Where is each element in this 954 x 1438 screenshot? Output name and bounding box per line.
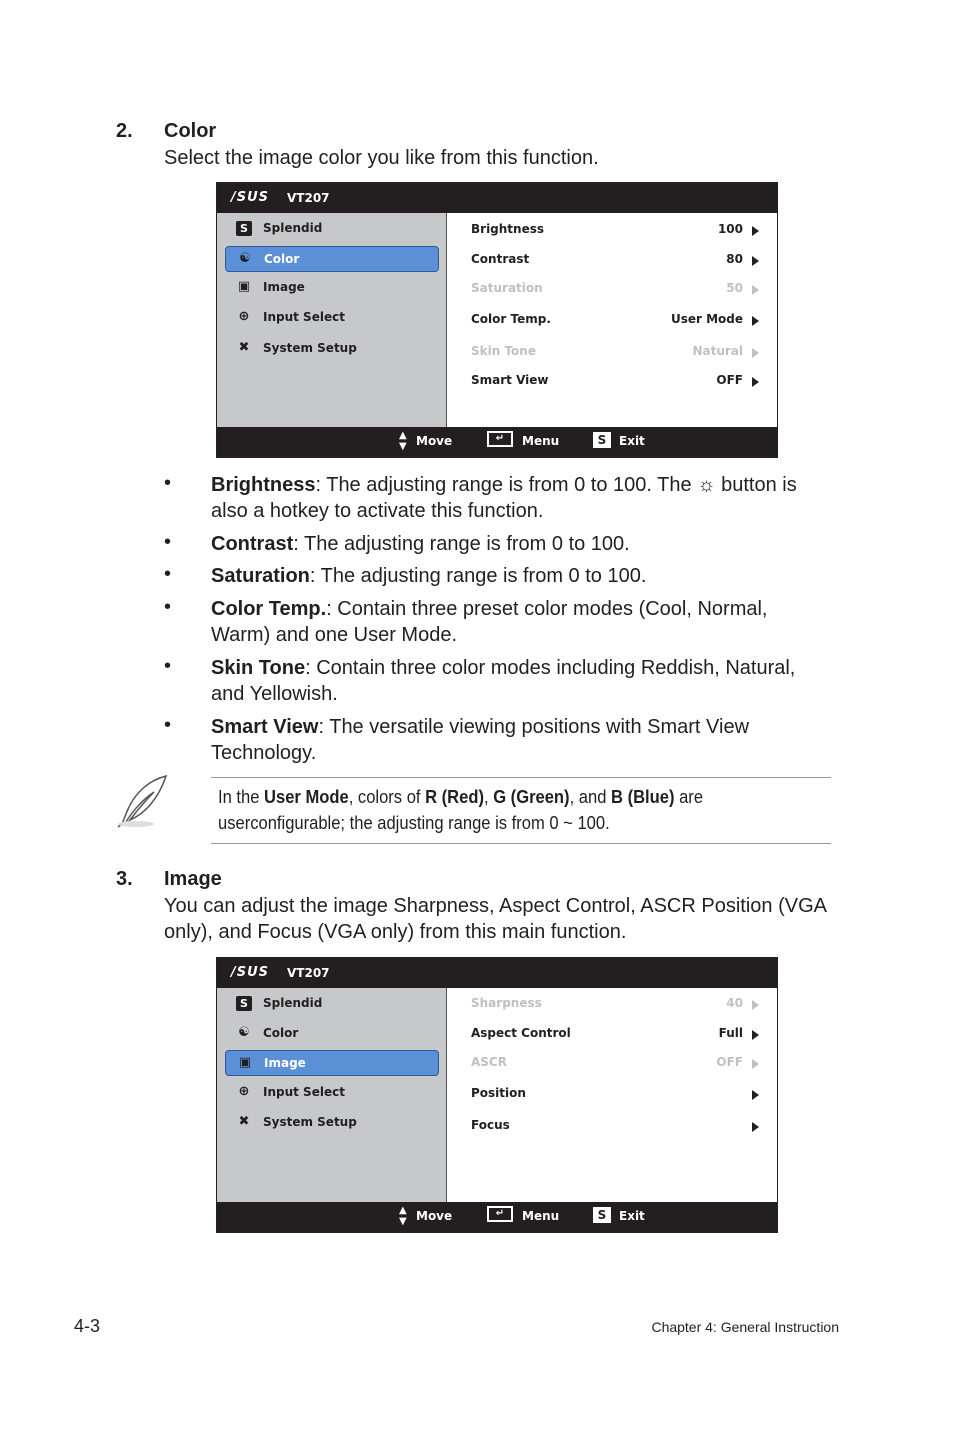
footer-exit-label: Exit: [619, 434, 645, 448]
bullet-text: : The adjusting range is from 0 to 100. The: [315, 474, 698, 496]
menu-item-image[interactable]: [225, 275, 439, 301]
move-arrows-icon: ▲ ▼: [399, 430, 407, 452]
submenu-row-ascr: [447, 1053, 777, 1073]
menu-item-label: Image: [263, 280, 305, 294]
note-red: R (Red): [425, 787, 484, 807]
row-label: Saturation: [471, 281, 543, 295]
bullet-term: Brightness: [211, 474, 316, 496]
section-3-title: Image: [164, 868, 222, 890]
osd-screenshot-color: [216, 182, 778, 458]
submenu-row-brightness[interactable]: [447, 220, 777, 240]
bullet-term: Color Temp.: [211, 598, 327, 620]
asus-logo: /SUS: [231, 190, 270, 205]
menu-item-image[interactable]: [225, 1050, 439, 1076]
osd-model-name: VT207: [287, 191, 330, 205]
footer-move-label: Move: [416, 434, 453, 448]
row-value: User Mode: [670, 312, 743, 326]
bullet-marker: •: [164, 596, 172, 618]
footer-move-label: Move: [416, 1209, 453, 1223]
section-3-number: 3.: [116, 868, 133, 890]
submenu-row-skin-tone: [447, 342, 777, 362]
section-2-description: Select the image color you like from this function.: [164, 147, 599, 169]
arrow-right-icon: [752, 1090, 759, 1100]
menu-item-splendid[interactable]: [225, 991, 439, 1017]
osd-footer: [217, 427, 777, 457]
exit-key-icon: S: [593, 1207, 611, 1223]
note-green: G (Green): [493, 787, 570, 807]
exit-key-icon: S: [593, 432, 611, 448]
section-2-number: 2.: [116, 120, 133, 142]
note-feather-icon: [114, 774, 170, 828]
row-label: Skin Tone: [471, 344, 536, 358]
arrow-right-icon: [752, 348, 759, 358]
osd-model-name: VT207: [287, 966, 330, 980]
submenu-row-contrast[interactable]: [447, 250, 777, 270]
menu-key-icon: ↵: [487, 431, 513, 447]
osd-main-menu: [217, 988, 447, 1204]
splendid-icon: S: [236, 221, 252, 236]
osd-footer: [217, 1202, 777, 1232]
row-value: Full: [718, 1026, 743, 1040]
bullet-saturation: [211, 563, 831, 589]
submenu-row-sharpness: [447, 994, 777, 1014]
row-value: OFF: [716, 1055, 743, 1069]
bullet-text: : The adjusting range is from 0 to 100.: [293, 533, 630, 555]
footer-exit-label: Exit: [619, 1209, 645, 1223]
menu-item-label: Image: [264, 1056, 306, 1070]
menu-item-color[interactable]: [225, 246, 439, 272]
bullet-text: : Contain three preset color modes (Cool, Normal, Warm) and one User Mode.: [211, 598, 768, 646]
note-text-part: are userconfigurable; the adjusting range is from 0 ~ 100.: [218, 787, 704, 833]
menu-item-input-select[interactable]: [225, 305, 439, 331]
arrow-right-icon: [752, 1030, 759, 1040]
arrow-right-icon: [752, 1059, 759, 1069]
menu-item-splendid[interactable]: [225, 216, 439, 242]
bullet-smart-view: [211, 714, 831, 766]
footer-menu-label: Menu: [522, 434, 560, 448]
bullet-text: : The adjusting range is from 0 to 100.: [309, 565, 647, 587]
bullet-term: Skin Tone: [211, 657, 306, 679]
note-text-part: ,: [483, 787, 494, 807]
asus-logo: /SUS: [231, 965, 270, 980]
move-arrows-icon: ▲ ▼: [399, 1205, 407, 1227]
note-bottom-divider: [211, 843, 831, 844]
osd-header: [217, 958, 777, 988]
bullet-marker: •: [164, 531, 172, 553]
menu-item-label: Input Select: [263, 310, 345, 324]
submenu-row-focus[interactable]: [447, 1116, 777, 1136]
menu-item-system-setup[interactable]: [225, 1110, 439, 1136]
menu-key-icon: ↵: [487, 1206, 513, 1222]
image-icon: ▣: [238, 1055, 252, 1070]
submenu-row-saturation: [447, 279, 777, 299]
submenu-row-aspect-control[interactable]: [447, 1024, 777, 1044]
osd-submenu: [447, 213, 777, 429]
bullet-term: Saturation: [211, 565, 310, 587]
section-2-title: Color: [164, 120, 217, 142]
footer-menu-label: Menu: [522, 1209, 560, 1223]
color-icon: ☯: [238, 1025, 250, 1040]
bullet-brightness: [211, 472, 831, 524]
submenu-row-position[interactable]: [447, 1084, 777, 1104]
menu-item-label: Input Select: [263, 1085, 345, 1099]
bullet-term: Smart View: [211, 716, 319, 738]
row-value: 100: [717, 222, 743, 236]
system-setup-icon: ✖: [238, 1114, 250, 1129]
note-text: [218, 784, 779, 836]
menu-item-label: Color: [263, 1026, 299, 1040]
osd-submenu: [447, 988, 777, 1204]
bullet-term: Contrast: [211, 533, 294, 555]
row-value: 50: [726, 281, 743, 295]
bullet-skin-tone: [211, 655, 831, 707]
osd-header: [217, 183, 777, 213]
arrow-right-icon: [752, 1000, 759, 1010]
menu-item-label: Splendid: [263, 996, 323, 1010]
arrow-right-icon: [752, 316, 759, 326]
row-value: 40: [726, 996, 743, 1010]
row-label: Color Temp.: [471, 312, 551, 326]
menu-item-input-select[interactable]: [225, 1080, 439, 1106]
note-text-part: , colors of: [348, 787, 426, 807]
bullet-text: button is also a hotkey to activate this function.: [211, 474, 797, 522]
row-label: Position: [471, 1086, 526, 1100]
row-label: Aspect Control: [471, 1026, 571, 1040]
bullet-marker: •: [164, 655, 172, 677]
note-blue: B (Blue): [611, 787, 675, 807]
arrow-right-icon: [752, 285, 759, 295]
row-label: Focus: [471, 1118, 510, 1132]
note-text-part: , and: [569, 787, 612, 807]
row-label: Smart View: [471, 373, 549, 387]
input-select-icon: ⊕: [238, 309, 250, 324]
bullet-marker: •: [164, 472, 172, 494]
row-value: OFF: [716, 373, 743, 387]
row-label: ASCR: [471, 1055, 507, 1069]
note-user-mode: User Mode: [264, 787, 349, 807]
bullet-marker: •: [164, 563, 172, 585]
menu-item-label: System Setup: [263, 1115, 357, 1129]
arrow-right-icon: [752, 226, 759, 236]
image-icon: ▣: [237, 279, 251, 294]
system-setup-icon: ✖: [238, 340, 250, 355]
splendid-icon: S: [236, 996, 252, 1011]
arrow-right-icon: [752, 256, 759, 266]
row-label: Sharpness: [471, 996, 542, 1010]
osd-screenshot-image: [216, 957, 778, 1233]
osd-main-menu: [217, 213, 447, 429]
arrow-right-icon: [752, 377, 759, 387]
submenu-row-smart-view[interactable]: [447, 371, 777, 391]
bullet-text: : Contain three color modes including Reddish, Natural, and Yellowish.: [211, 657, 796, 705]
chapter-label: Chapter 4: General Instruction: [651, 1319, 839, 1335]
color-icon: ☯: [239, 251, 251, 266]
input-select-icon: ⊕: [238, 1084, 250, 1099]
menu-item-label: System Setup: [263, 341, 357, 355]
menu-item-system-setup[interactable]: [225, 336, 439, 362]
sun-icon: ☼: [697, 474, 716, 496]
arrow-right-icon: [752, 1122, 759, 1132]
note-top-divider: [211, 777, 831, 778]
section-3-description: You can adjust the image Sharpness, Aspect Control, ASCR Position (VGA only), and Focus (VGA only) from this main function.: [164, 895, 826, 943]
row-label: Contrast: [471, 252, 530, 266]
row-label: Brightness: [471, 222, 545, 236]
menu-item-color[interactable]: [225, 1021, 439, 1047]
page-number: 4-3: [74, 1316, 101, 1336]
bullet-color-temp: [211, 596, 831, 648]
menu-item-label: Splendid: [263, 221, 323, 235]
bullet-contrast: [211, 531, 831, 557]
bullet-text: : The versatile viewing positions with Smart View Technology.: [211, 716, 750, 764]
row-value: Natural: [692, 344, 743, 358]
bullet-marker: •: [164, 714, 172, 736]
row-value: 80: [726, 252, 743, 266]
submenu-row-color-temp[interactable]: [447, 310, 777, 330]
menu-item-label: Color: [264, 252, 300, 266]
note-text-part: In the: [218, 787, 265, 807]
